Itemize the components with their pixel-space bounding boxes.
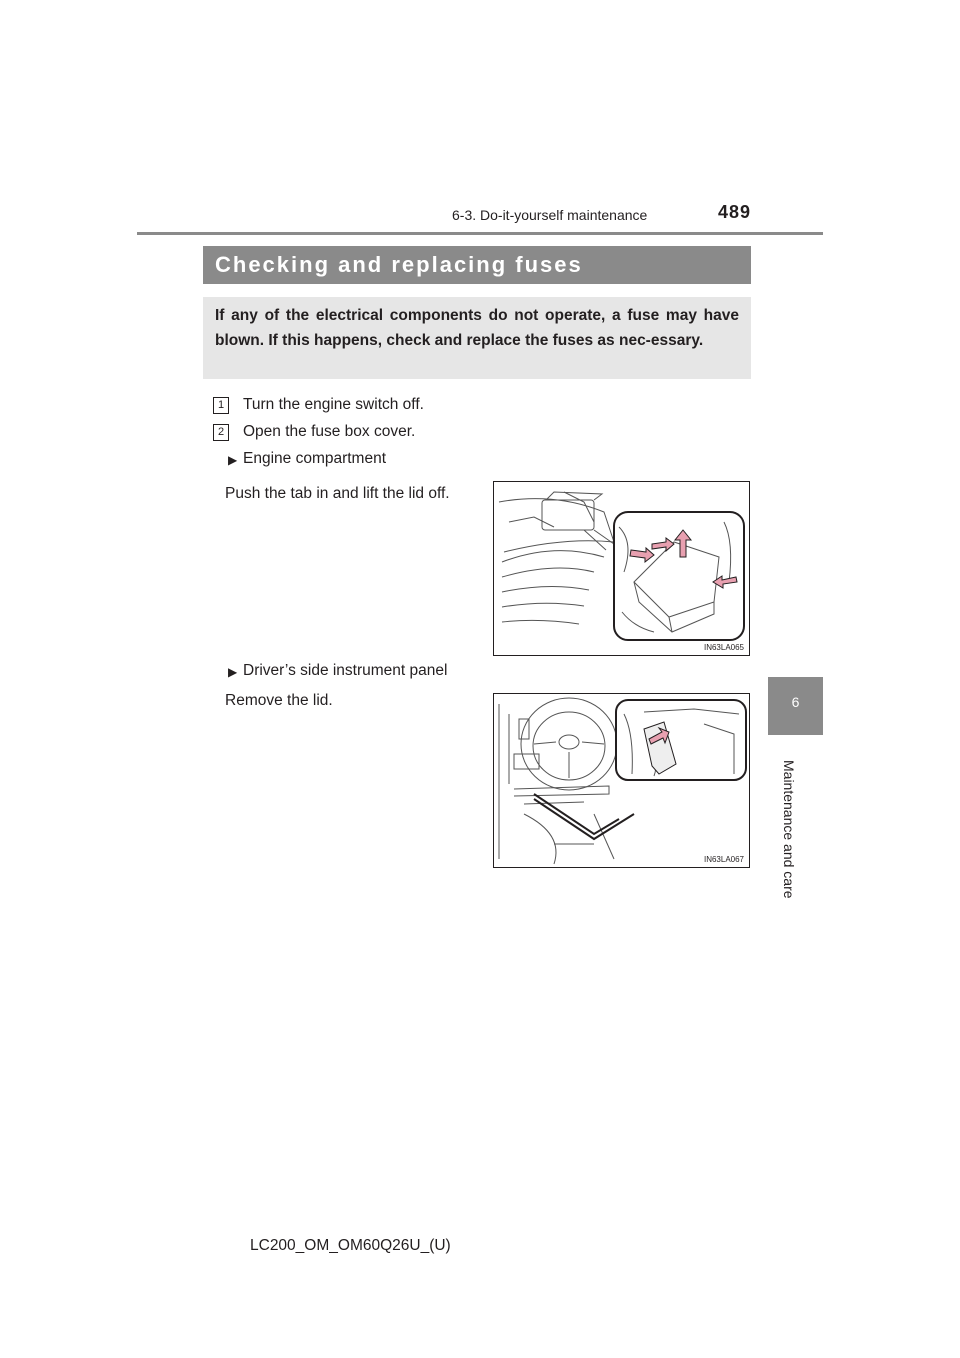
header-rule [137,232,823,235]
step-1-text: Turn the engine switch off. [243,396,424,413]
bullet-arrow-icon: ▶ [228,453,238,467]
chapter-label: Maintenance and care [781,760,797,899]
section-title: Checking and replacing fuses [203,246,751,284]
footer-doc-id: LC200_OM_OM60Q26U_(U) [250,1237,451,1254]
section-1-instruction: Push the tab in and lift the lid off. [225,485,450,502]
illustration-code-1: IN63LA065 [703,643,744,652]
page-number: 489 [718,202,752,222]
instrument-panel-illustration [493,693,750,868]
section-1-heading: Engine compartment [243,450,387,467]
bullet-arrow-icon: ▶ [228,665,238,679]
engine-compartment-illustration [493,481,750,656]
step-2-text: Open the fuse box cover. [243,423,416,440]
chapter-tab [768,677,823,735]
step-1-number: 1 [213,397,229,414]
header-section-title: 6-3. Do-it-yourself maintenance [452,207,648,223]
section-2-heading: Driver’s side instrument panel [243,662,448,679]
illustration-code-2: IN63LA067 [703,855,744,864]
chapter-number: 6 [791,694,800,710]
section-2-instruction: Remove the lid. [225,692,333,709]
intro-box: If any of the electrical components do not operate, a fuse may have blown. If this happens, check and replace the fuses as nec-essary. [203,297,751,379]
step-2-number: 2 [213,424,229,441]
